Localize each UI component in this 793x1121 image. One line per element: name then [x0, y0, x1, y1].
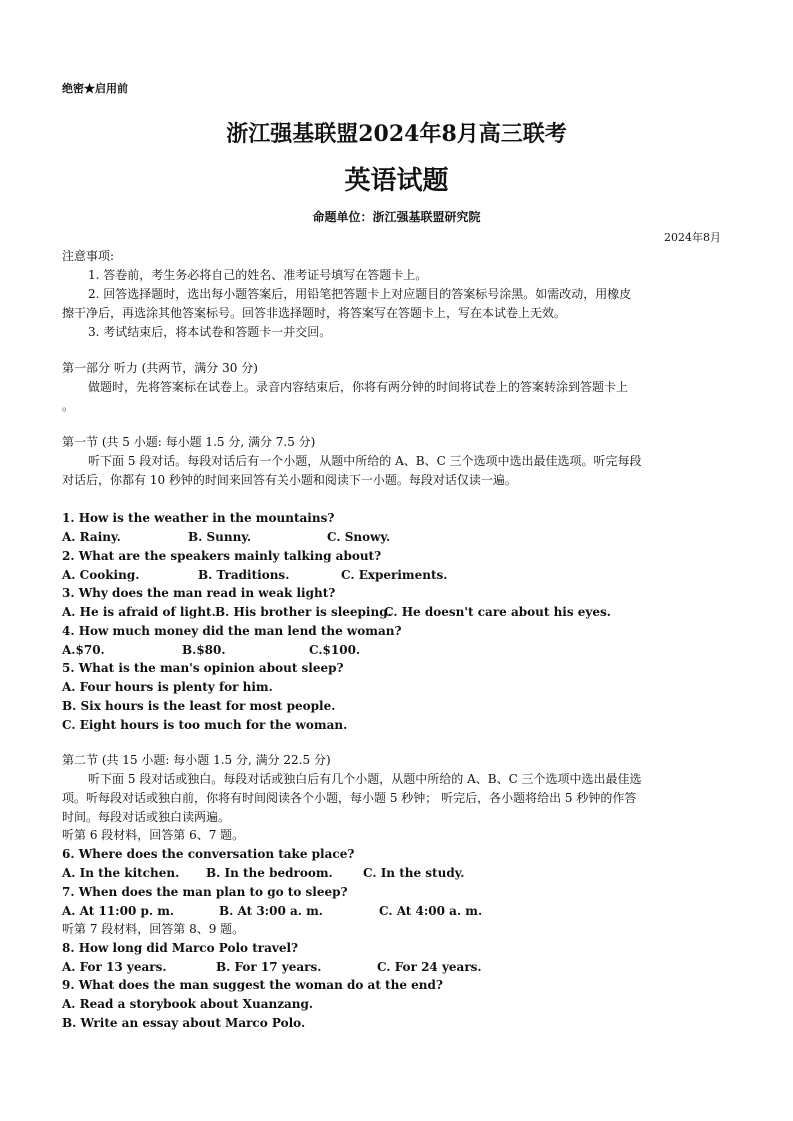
notice-item-3: 3. 考试结束后，将本试卷和答题卡一并交回。: [88, 325, 332, 339]
q6-option-a: A. In the kitchen.: [62, 866, 180, 880]
notice-item-2-cont: 擦干净后，再选涂其他答案标号。回答非选择题时，将答案写在答题卡上，写在本试卷上无效。: [62, 306, 567, 320]
part1-instr: 做题时，先将答案标在试卷上。录音内容结束后，你将有两分钟的时间将试卷上的答案转涂到答题卡上: [88, 380, 629, 394]
section1-instr: 听下面 5 段对话。每段对话后有一个小题，从题中所给的 A、B、C 三个选项中选出最佳选项。听完每段: [88, 454, 642, 468]
q5-option-b: B. Six hours is the least for most people.: [62, 699, 336, 713]
q3-stem: 3. Why does the man read in weak light?: [62, 586, 336, 600]
q9-option-b: B. Write an essay about Marco Polo.: [62, 1016, 306, 1030]
q5-option-a: A. Four hours is plenty for him.: [62, 680, 273, 694]
q1-option-c: C. Snowy.: [327, 530, 391, 544]
q4-option-a: A.$70.: [62, 643, 105, 657]
author-line: 命题单位：浙江强基联盟研究院: [312, 210, 481, 224]
exam-title: 浙江强基联盟2024年8月高三联考: [226, 121, 567, 147]
part1-heading: 第一部分 听力 (共两节，满分 30 分): [62, 361, 258, 375]
material-6-note: 听第 6 段材料，回答第 6、7 题。: [62, 828, 245, 842]
section2-heading: 第二节 (共 15 小题: 每小题 1.5 分, 满分 22.5 分): [62, 753, 331, 767]
q6-option-b: B. In the bedroom.: [206, 866, 333, 880]
q4-stem: 4. How much money did the man lend the woman?: [62, 624, 402, 638]
q7-stem: 7. When does the man plan to go to sleep?: [62, 885, 348, 899]
part1-instr-cont: 。: [62, 399, 75, 413]
secret-label: 绝密★启用前: [62, 82, 128, 95]
notice-item-2: 2. 回答选择题时，选出每小题答案后，用铅笔把答题卡上对应题目的答案标号涂黑。如需改动，用橡皮: [88, 287, 632, 301]
q3-option-b: B. His brother is sleeping.: [215, 605, 392, 619]
q7-option-c: C. At 4:00 a. m.: [379, 904, 483, 918]
q8-option-c: C. For 24 years.: [377, 960, 482, 974]
q9-option-a: A. Read a storybook about Xuanzang.: [62, 997, 314, 1011]
q1-option-b: B. Sunny.: [188, 530, 252, 544]
q2-option-a: A. Cooking.: [62, 568, 140, 582]
q1-stem: 1. How is the weather in the mountains?: [62, 511, 335, 525]
q5-stem: 5. What is the man's opinion about sleep?: [62, 661, 344, 675]
q2-stem: 2. What are the speakers mainly talking about?: [62, 549, 382, 563]
material-7-note: 听第 7 段材料，回答第 8、9 题。: [62, 922, 245, 936]
q4-option-b: B.$80.: [182, 643, 226, 657]
q7-option-b: B. At 3:00 a. m.: [219, 904, 323, 918]
q3-option-a: A. He is afraid of light.: [62, 605, 216, 619]
q6-stem: 6. Where does the conversation take place?: [62, 847, 355, 861]
section2-instr-cont: 项。听每段对话或独白前，你将有时间阅读各个小题，每小题 5 秒钟； 听完后，各小题将给出 5 秒钟的作答: [62, 791, 637, 805]
section1-instr-cont: 对话后，你都有 10 秒钟的时间来回答有关小题和阅读下一小题。每段对话仅读一遍。: [62, 473, 517, 487]
q9-stem: 9. What does the man suggest the woman do at the end?: [62, 978, 443, 992]
q5-option-c: C. Eight hours is too much for the woman.: [62, 718, 348, 732]
q7-option-a: A. At 11:00 p. m.: [62, 904, 175, 918]
q2-option-c: C. Experiments.: [341, 568, 448, 582]
q3-option-c: C. He doesn't care about his eyes.: [384, 605, 611, 619]
notice-heading: 注意事项:: [62, 249, 115, 263]
q8-option-b: B. For 17 years.: [216, 960, 322, 974]
q8-stem: 8. How long did Marco Polo travel?: [62, 941, 299, 955]
subject-title: 英语试题: [344, 166, 449, 196]
q1-option-a: A. Rainy.: [62, 530, 121, 544]
q6-option-c: C. In the study.: [363, 866, 465, 880]
section2-instr: 听下面 5 段对话或独白。每段对话或独白后有几个小题，从题中所给的 A、B、C 三个选项中选出最佳选: [88, 772, 642, 786]
q2-option-b: B. Traditions.: [198, 568, 290, 582]
exam-date: 2024年8月: [664, 231, 721, 244]
section2-instr-cont2: 时间。每段对话或独白读两遍。: [62, 810, 231, 824]
q8-option-a: A. For 13 years.: [62, 960, 167, 974]
notice-item-1: 1. 答卷前，考生务必将自己的姓名、准考证号填写在答题卡上。: [88, 268, 428, 282]
section1-heading: 第一节 (共 5 小题: 每小题 1.5 分, 满分 7.5 分): [62, 435, 316, 449]
q4-option-c: C.$100.: [309, 643, 361, 657]
